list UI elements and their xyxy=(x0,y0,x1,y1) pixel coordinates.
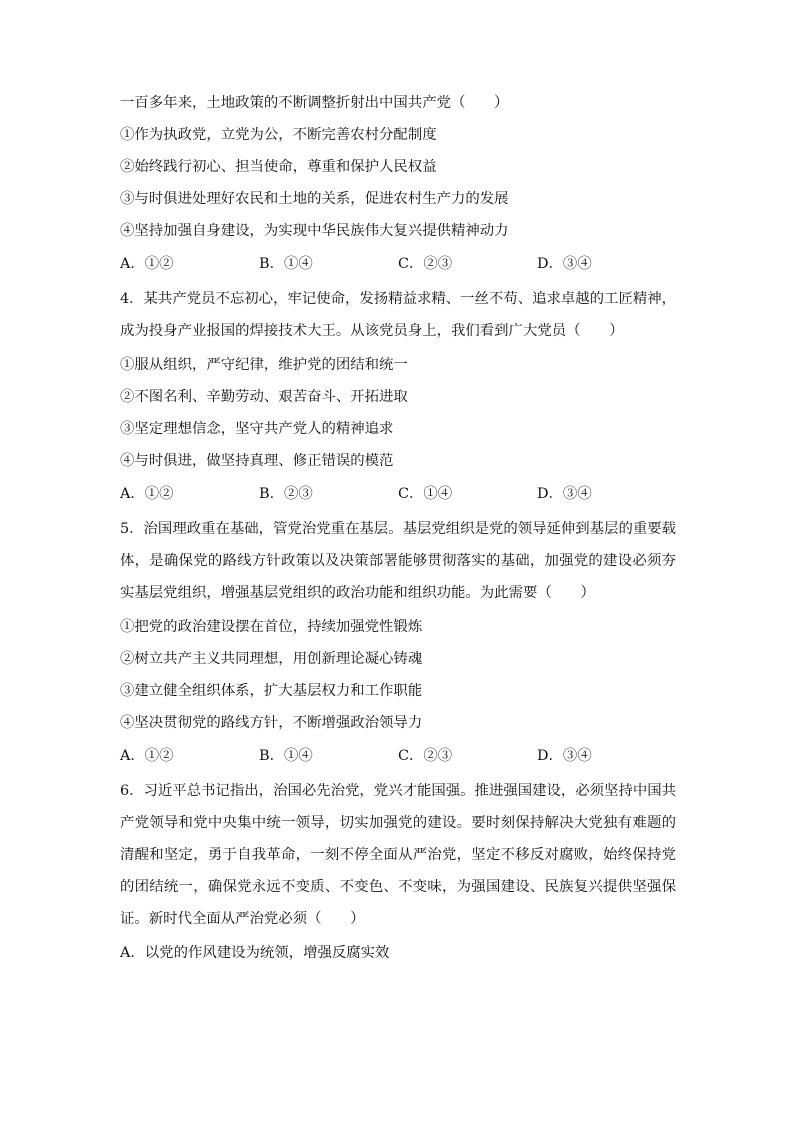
q3-item-4: ④坚持加强自身建设，为实现中华民族伟大复兴提供精神动力 xyxy=(120,223,509,239)
q4-option-a: A．①② xyxy=(120,486,174,502)
q6-option-a: A．以党的作风建设为统领，增强反腐实效 xyxy=(120,945,390,961)
q4-item-1: ①服从组织，严守纪律，维护党的团结和统一 xyxy=(120,357,408,373)
q5-item-4: ④坚决贯彻党的路线方针，不断增强政治领导力 xyxy=(120,715,423,731)
q4-item-3: ③坚定理想信念，坚守共产党人的精神追求 xyxy=(120,421,394,437)
q5-stem: 5．治国理政重在基础，管党治党重在基层。基层党组织是党的领导延伸到基层的重要载体，是确保党的路线方针政策以及决策部署能够贯彻落实的基础，加强党的建设必须夯实基层党组织，增强基层党组织的政治功能和组织功能。为此需要（ ） xyxy=(120,521,677,601)
q4-option-b: B．②③ xyxy=(259,486,313,502)
q5-option-d: D．③④ xyxy=(537,748,592,764)
q5-options xyxy=(120,743,676,775)
q3-options xyxy=(120,251,676,283)
q3-option-b: B．①④ xyxy=(259,256,313,272)
q5-item-3: ③建立健全组织体系，扩大基层权力和工作职能 xyxy=(120,683,423,699)
q3-item-1: ①作为执政党，立党为公，不断完善农村分配制度 xyxy=(120,127,437,143)
q5-option-c: C．②③ xyxy=(398,748,453,764)
q4-option-c: C．①④ xyxy=(398,486,453,502)
q3-option-a: A．①② xyxy=(120,256,174,272)
q5-option-b: B．①④ xyxy=(259,748,313,764)
q4-item-2: ②不图名利、辛勤劳动、艰苦奋斗、开拓进取 xyxy=(120,389,408,405)
q4-options xyxy=(120,481,676,513)
q5-option-a: A．①② xyxy=(120,748,174,764)
q3-option-d: D．③④ xyxy=(537,256,592,272)
q4-stem: 4．某共产党员不忘初心，牢记使命，发扬精益求精、一丝不苟、追求卓越的工匠精神，成为投身产业报国的焊接技术大王。从该党员身上，我们看到广大党员（ ） xyxy=(120,291,677,339)
q3-item-2: ②始终践行初心、担当使命，尊重和保护人民权益 xyxy=(120,159,437,175)
question-sheet xyxy=(120,91,676,973)
q3-stem: 一百多年来，土地政策的不断调整折射出中国共产党（ ） xyxy=(120,95,509,111)
q3-item-3: ③与时俱进处理好农民和土地的关系，促进农村生产力的发展 xyxy=(120,191,509,207)
q5-item-2: ②树立共产主义共同理想，用创新理论凝心铸魂 xyxy=(120,651,423,667)
q6-stem: 6．习近平总书记指出，治国必先治党，党兴才能国强。推进强国建设，必须坚持中国共产党领导和党中央集中统一领导，切实加强党的建设。要时刻保持解决大党独有难题的清醒和坚定，勇于自我革命，一刻不停全面从严治党，坚定不移反对腐败，始终保持党的团结统一，确保党永远不变质、不变色、不变味，为强国建设、民族复兴提供坚强保证。新时代全面从严治党必须（ ） xyxy=(120,783,677,927)
q4-item-4: ④与时俱进，做坚持真理、修正错误的模范 xyxy=(120,453,394,469)
q5-item-1: ①把党的政治建设摆在首位，持续加强党性锻炼 xyxy=(120,619,423,635)
q4-option-d: D．③④ xyxy=(537,486,592,502)
q3-option-c: C．②③ xyxy=(398,256,453,272)
